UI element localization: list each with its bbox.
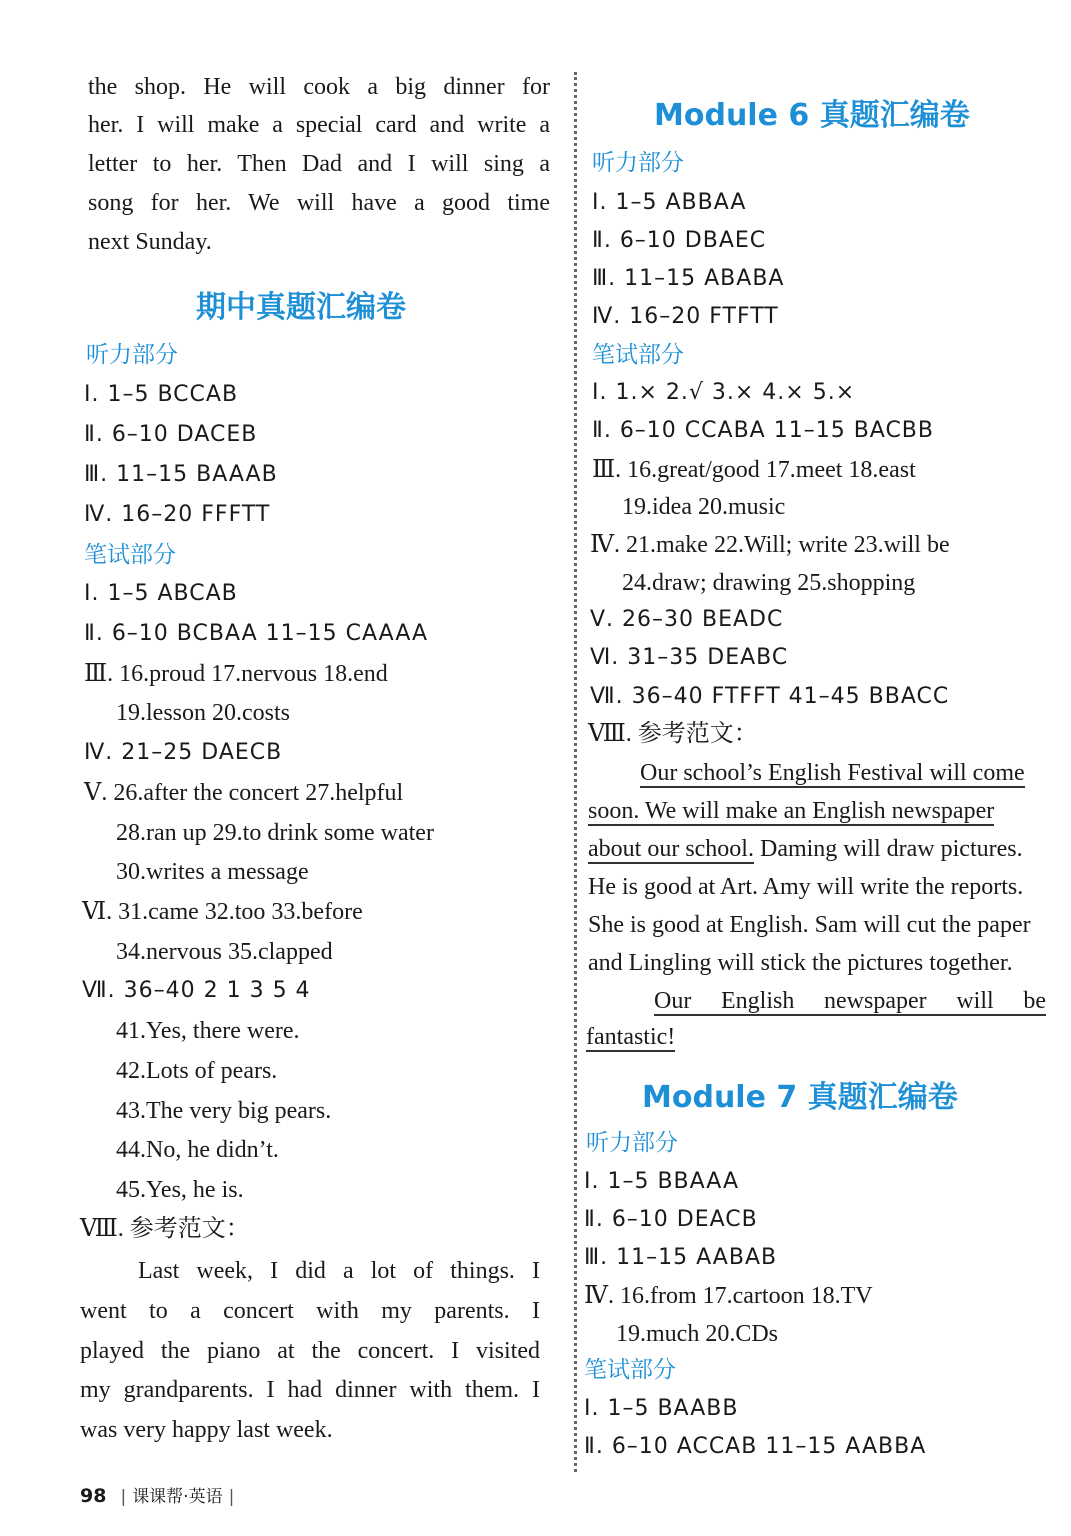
- answer-line: 45.Yes, he is.: [116, 1177, 244, 1203]
- listening-heading: 听力部分: [86, 342, 178, 368]
- essay-line: Last week, I did a lot of things. I: [138, 1258, 540, 1284]
- essay-line: He is good at Art. Amy will write the reports.: [588, 874, 1024, 900]
- underlined-sentence: Our school’s English Festival will come: [640, 760, 1025, 786]
- intro-line: the shop. He will cook a big dinner for: [88, 74, 550, 100]
- essay-line: [588, 796, 994, 826]
- essay-heading: Ⅷ. 参考范文：: [588, 721, 758, 747]
- answer-line: 42.Lots of pears.: [116, 1058, 278, 1084]
- answer-line: 44.No, he didn’t.: [116, 1137, 279, 1163]
- essay-line: [586, 1022, 675, 1052]
- written-heading: 笔试部分: [592, 342, 684, 368]
- page-number: 98: [80, 1485, 107, 1507]
- section-title: 期中真题汇编卷: [196, 290, 406, 325]
- footer-separator: |: [228, 1487, 235, 1507]
- answer-line: 34.nervous 35.clapped: [116, 939, 333, 965]
- essay-line: She is good at English. Sam will cut the paper: [588, 912, 1031, 938]
- answer-line: Ⅰ. 1–5 BCCAB: [84, 382, 239, 407]
- answer-line: Ⅰ. 1–5 BAABB: [584, 1396, 739, 1421]
- answer-line: Ⅲ. 11–15 BAAAB: [84, 462, 278, 487]
- answer-line: Ⅳ. 16–20 FFFTT: [84, 502, 271, 527]
- answer-line: Ⅰ. 1–5 BBAAA: [584, 1169, 740, 1194]
- answer-line: Ⅱ. 6–10 BCBAA 11–15 CAAAA: [84, 621, 429, 646]
- answer-line: Ⅳ. 21–25 DAECB: [84, 740, 283, 765]
- answer-line: Ⅲ. 16.great/good 17.meet 18.east: [592, 457, 916, 483]
- answer-line: Ⅱ. 6–10 DACEB: [84, 422, 258, 447]
- answer-line: Ⅳ. 21.make 22.Will; write 23.will be: [590, 532, 950, 558]
- underlined-sentence: about our school.: [588, 836, 754, 862]
- essay-line: my grandparents. I had dinner with them. I: [80, 1377, 540, 1403]
- essay-heading: Ⅷ. 参考范文：: [80, 1216, 250, 1242]
- essay-line: [588, 834, 1023, 864]
- intro-line: song for her. We will have a good time: [88, 190, 550, 216]
- listening-heading: 听力部分: [592, 150, 684, 176]
- essay-line: [640, 758, 1025, 788]
- listening-heading: 听力部分: [586, 1130, 678, 1156]
- answer-line: 41.Yes, there were.: [116, 1018, 300, 1044]
- answer-line: Ⅰ. 1.× 2.√ 3.× 4.× 5.×: [592, 380, 856, 405]
- essay-line: was very happy last week.: [80, 1417, 333, 1443]
- answer-line: 28.ran up 29.to drink some water: [116, 820, 434, 846]
- book-name: 课课帮·英语: [132, 1487, 223, 1507]
- answer-line: 19.much 20.CDs: [616, 1321, 778, 1347]
- module-7-title: Module 7 真题汇编卷: [642, 1080, 958, 1115]
- answer-line: Ⅳ. 16.from 17.cartoon 18.TV: [584, 1283, 873, 1309]
- essay-line: played the piano at the concert. I visited: [80, 1338, 540, 1364]
- answer-line: Ⅴ. 26.after the concert 27.helpful: [84, 780, 404, 806]
- answer-line: Ⅰ. 1–5 ABBAA: [592, 190, 747, 215]
- underlined-sentence: Our English newspaper will be: [654, 988, 1046, 1014]
- answer-line: Ⅳ. 16–20 FTFTT: [592, 304, 779, 329]
- essay-line: [654, 986, 1046, 1016]
- page-footer: [80, 1482, 240, 1507]
- answer-line: 30.writes a message: [116, 859, 309, 885]
- column-divider: [574, 72, 577, 1472]
- essay-line: and Lingling will stick the pictures together.: [588, 950, 1013, 976]
- intro-line: letter to her. Then Dad and I will sing a: [88, 151, 550, 177]
- underlined-sentence: fantastic!: [586, 1024, 676, 1050]
- answer-line: Ⅱ. 6–10 DBAEC: [592, 228, 767, 253]
- answer-line: Ⅵ. 31–35 DEABC: [590, 645, 789, 670]
- answer-line: Ⅲ. 16.proud 17.nervous 18.end: [84, 661, 388, 687]
- written-heading: 笔试部分: [584, 1357, 676, 1383]
- answer-line: 19.idea 20.music: [622, 494, 786, 520]
- intro-line: her. I will make a special card and write a: [88, 112, 550, 138]
- answer-line: Ⅵ. 31.came 32.too 33.before: [82, 899, 363, 925]
- answer-line: Ⅱ. 6–10 CCABA 11–15 BACBB: [592, 418, 934, 443]
- answer-line: 19.lesson 20.costs: [116, 700, 290, 726]
- answer-line: 43.The very big pears.: [116, 1098, 332, 1124]
- answer-line: Ⅲ. 11–15 ABABA: [592, 266, 785, 291]
- answer-line: Ⅶ. 36–40 FTFFT 41–45 BBACC: [590, 684, 950, 709]
- answer-line: Ⅱ. 6–10 DEACB: [584, 1207, 758, 1232]
- answer-line: Ⅶ. 36–40 2 1 3 5 4: [82, 978, 311, 1003]
- answer-line: 24.draw; drawing 25.shopping: [622, 570, 916, 596]
- answer-line: Ⅰ. 1–5 ABCAB: [84, 581, 238, 606]
- module-6-title: Module 6 真题汇编卷: [654, 98, 970, 133]
- intro-line: next Sunday.: [88, 229, 212, 255]
- essay-text: Daming will draw pictures.: [753, 836, 1023, 862]
- answer-line: Ⅲ. 11–15 AABAB: [584, 1245, 778, 1270]
- answer-line: Ⅱ. 6–10 ACCAB 11–15 AABBA: [584, 1434, 927, 1459]
- footer-separator: |: [120, 1487, 127, 1507]
- underlined-sentence: soon. We will make an English newspaper: [588, 798, 995, 824]
- essay-line: went to a concert with my parents. I: [80, 1298, 540, 1324]
- answer-line: Ⅴ. 26–30 BEADC: [590, 607, 784, 632]
- written-heading: 笔试部分: [84, 542, 176, 568]
